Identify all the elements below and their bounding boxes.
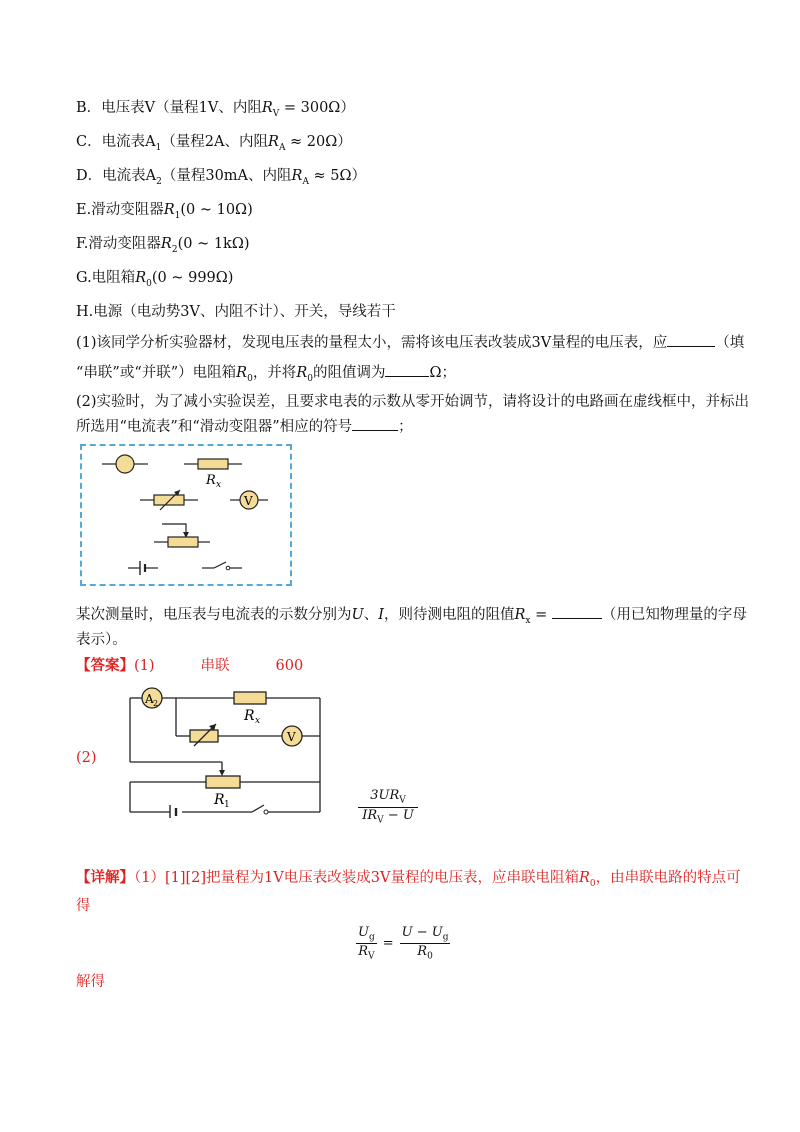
option-f-sub: 2 bbox=[171, 244, 178, 255]
q2-text-b: 所选用“电流表”和“滑动变阻器”相应的符号 bbox=[76, 419, 353, 435]
eq-den2: R bbox=[417, 943, 428, 959]
option-f-r: R bbox=[160, 236, 172, 252]
q2-blank-symbols[interactable] bbox=[352, 416, 398, 431]
eq-sign: = bbox=[382, 935, 394, 951]
battery-symbol bbox=[128, 561, 158, 575]
option-g-sub: 0 bbox=[146, 278, 152, 289]
answer-value-1: 串联 bbox=[200, 658, 230, 674]
answer-formula-denominator bbox=[358, 808, 418, 826]
option-h bbox=[76, 302, 396, 322]
detail-solve: 解得 bbox=[76, 974, 105, 990]
answer-formula-numerator bbox=[358, 788, 418, 808]
option-e-r: R bbox=[163, 202, 175, 218]
question-2-line-2 bbox=[76, 416, 413, 437]
q1-blank-value[interactable] bbox=[385, 362, 429, 377]
answer-part-2: (2) bbox=[76, 750, 97, 766]
option-e bbox=[76, 200, 253, 226]
q3-r: R bbox=[514, 607, 526, 623]
eq-num2-sub: g bbox=[442, 932, 449, 943]
option-f-text: F.滑动变阻器 bbox=[76, 236, 161, 252]
option-c-r: R bbox=[268, 134, 279, 150]
q2-text-a: (2)实验时，为了减小实验误差，且要求电表的示数从零开始调节，请将设计的电路画在虚线框中，并标出 bbox=[76, 394, 750, 410]
answer-line-1 bbox=[76, 656, 303, 676]
eq-den1: R bbox=[358, 943, 369, 959]
answer-rx-label-sub: x bbox=[255, 716, 261, 726]
detail-text-b: ，由串联电路的特点可 bbox=[595, 870, 741, 886]
detail-tag: 【详解】 bbox=[76, 869, 134, 886]
option-c-rest: （量程2A、内阻 bbox=[161, 134, 269, 150]
q3-text-a: 某次测量时，电压表与电流表的示数分别为 bbox=[76, 607, 352, 623]
eq-left-fraction bbox=[356, 925, 377, 961]
answer-part-1: (1) bbox=[134, 658, 155, 674]
q3-sep: 、 bbox=[363, 607, 379, 623]
q1-text-a: (1)该同学分析实验器材，发现电压表的量程太小，需将该电压表改装成3V量程的电压表，应 bbox=[76, 335, 668, 351]
component-symbols bbox=[82, 446, 290, 584]
eq-num1: U bbox=[358, 924, 369, 940]
eq-den2-sub: 0 bbox=[427, 951, 433, 962]
question-3-line-1 bbox=[76, 604, 747, 631]
eq-den1-sub: V bbox=[368, 951, 375, 962]
answer-r1-rheostat bbox=[206, 770, 240, 810]
q1-r: R bbox=[236, 365, 248, 381]
answer-rx-resistor bbox=[234, 692, 266, 726]
option-f-value: (0 ~ 1kΩ) bbox=[177, 236, 250, 252]
answer-circuit-wires bbox=[130, 698, 320, 812]
question-3-line-2 bbox=[76, 630, 127, 650]
switch-symbol bbox=[202, 562, 242, 570]
option-d-r: R bbox=[291, 168, 303, 184]
option-c bbox=[76, 132, 352, 158]
option-e-sub: 1 bbox=[174, 210, 181, 221]
voltmeter-symbol bbox=[230, 491, 268, 509]
detail-text-a: （1）[1][2]把量程为1V电压表改装成3V量程的电压表，应串联电阻箱 bbox=[134, 870, 579, 886]
detail-equation bbox=[356, 922, 450, 964]
q1-text-b: （填 bbox=[715, 335, 745, 351]
option-g-r: R bbox=[135, 270, 147, 286]
option-c-rsub: A bbox=[278, 142, 286, 153]
q3-eq: = bbox=[530, 607, 552, 623]
meter-symbol bbox=[102, 455, 148, 473]
detail-r: R bbox=[578, 870, 590, 886]
rx-resistor-symbol bbox=[184, 459, 242, 490]
option-f bbox=[76, 234, 250, 260]
q3-blank-formula[interactable] bbox=[552, 604, 602, 619]
detail-rsub: 0 bbox=[589, 878, 596, 889]
option-h-text: H.电源（电动势3V、内阻不计）、开关，导线若干 bbox=[76, 304, 396, 320]
q3-rsub: x bbox=[525, 615, 531, 626]
eq-num2: U − U bbox=[401, 924, 443, 940]
answer-formula bbox=[358, 788, 418, 825]
answer-circuit-diagram bbox=[124, 682, 330, 818]
answer-tag: 【答案】 bbox=[76, 657, 134, 674]
answer-voltmeter bbox=[282, 726, 302, 746]
answer-num-sub: V bbox=[399, 795, 406, 806]
ammeter-label-sub: 2 bbox=[153, 699, 159, 708]
question-1-line-1 bbox=[76, 332, 744, 353]
option-c-text: C．电流表A bbox=[76, 134, 156, 150]
answer-part-2-label bbox=[76, 748, 97, 768]
option-g-text: G.电阻箱 bbox=[76, 270, 136, 286]
rheostat-symbol bbox=[140, 490, 198, 510]
answer-value-2: 600 bbox=[275, 658, 304, 674]
detail-line-solve bbox=[76, 972, 105, 992]
question-1-line-2 bbox=[76, 362, 456, 389]
detail-line-2 bbox=[76, 896, 91, 916]
option-c-sub: 1 bbox=[155, 142, 162, 153]
answer-r1-label: R bbox=[214, 792, 225, 808]
option-d-rsub: A bbox=[302, 176, 309, 187]
q1-text-d: ，并将 bbox=[252, 365, 297, 381]
option-d-sub: 2 bbox=[156, 176, 162, 187]
eq-right-fraction bbox=[400, 925, 451, 961]
rx-label-sub: x bbox=[216, 480, 222, 490]
q1-blank-connection[interactable] bbox=[667, 332, 715, 347]
option-e-value: (0 ~ 10Ω) bbox=[180, 202, 253, 218]
voltmeter-label: V bbox=[244, 494, 253, 508]
answer-r1-label-sub: 1 bbox=[224, 800, 230, 810]
answer-switch bbox=[252, 805, 268, 814]
q1-rsub: 0 bbox=[247, 373, 253, 384]
q3-text-c: （用已知物理量的字母 bbox=[601, 607, 747, 623]
answer-voltmeter-label: V bbox=[287, 730, 296, 744]
option-e-text: E.滑动变阻器 bbox=[76, 202, 164, 218]
answer-battery bbox=[170, 805, 176, 818]
slide-rheostat-symbol bbox=[154, 524, 210, 547]
q1-r2sub: 0 bbox=[307, 373, 313, 384]
q3-i: I bbox=[378, 607, 384, 623]
option-d-rest: （量程30mA、内阻 bbox=[161, 168, 292, 184]
option-g-value: (0 ~ 999Ω) bbox=[151, 270, 234, 286]
option-b-text: B．电压表V（量程1V、内阻 bbox=[76, 100, 262, 116]
answer-den-a: IR bbox=[362, 807, 378, 823]
detail-line-1 bbox=[76, 868, 741, 894]
eq-num1-sub: g bbox=[368, 932, 375, 943]
option-d-text: D．电流表A bbox=[76, 168, 157, 184]
q3-u: U bbox=[351, 607, 364, 623]
option-d bbox=[76, 166, 366, 192]
q1-text-f: Ω； bbox=[429, 365, 456, 381]
answer-den-sub: V bbox=[377, 815, 384, 826]
option-b-r: R bbox=[261, 100, 273, 116]
option-g bbox=[76, 268, 233, 294]
option-c-value: ≈ 20Ω） bbox=[285, 134, 352, 150]
option-b-value: = 300Ω） bbox=[279, 100, 355, 116]
q2-text-c: ； bbox=[398, 419, 413, 435]
q1-text-c: “串联”或“并联”）电阻箱 bbox=[76, 365, 237, 381]
q1-r2: R bbox=[296, 365, 308, 381]
rx-label: R bbox=[206, 473, 216, 488]
answer-rheostat bbox=[190, 724, 218, 746]
detail-text-c: 得 bbox=[76, 898, 91, 914]
circuit-drawing-box[interactable] bbox=[80, 444, 292, 586]
question-2-line-1 bbox=[76, 392, 749, 412]
q1-text-e: 的阻值调为 bbox=[312, 365, 386, 381]
q3-text-d: 表示）。 bbox=[76, 632, 127, 648]
answer-den-b: − U bbox=[383, 807, 414, 823]
answer-rx-label: R bbox=[244, 708, 255, 724]
answer-num-text: 3UR bbox=[370, 788, 400, 803]
option-d-value: ≈ 5Ω） bbox=[308, 168, 367, 184]
option-b-sub: V bbox=[272, 108, 280, 119]
option-b bbox=[76, 98, 355, 124]
q3-text-b: ，则待测电阻的阻值 bbox=[383, 607, 515, 623]
answer-ammeter-a2 bbox=[142, 688, 162, 708]
ammeter-label: A bbox=[145, 692, 154, 706]
